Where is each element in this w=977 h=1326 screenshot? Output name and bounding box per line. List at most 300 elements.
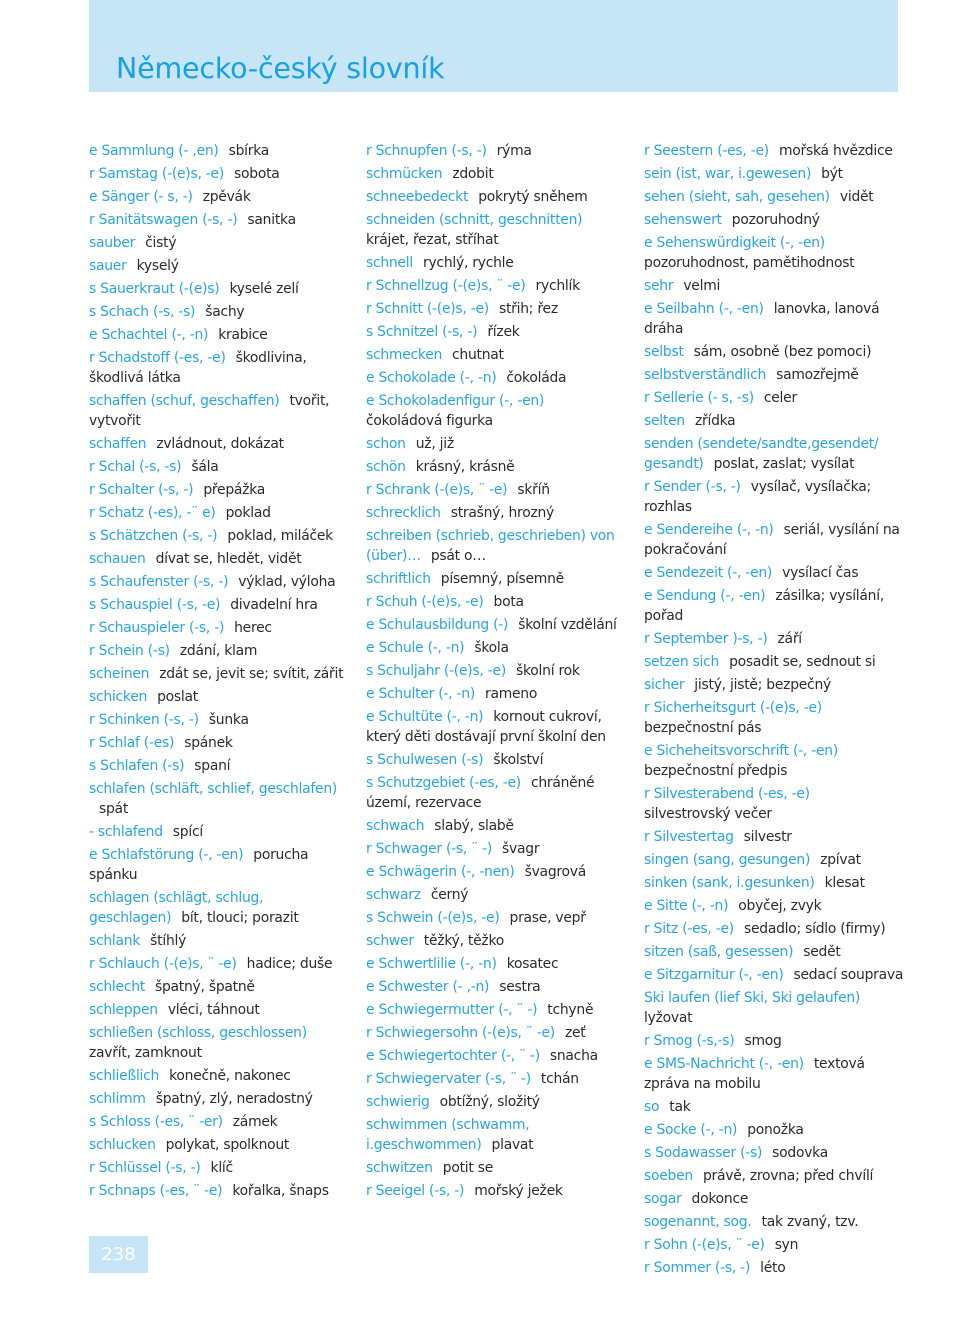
entry-headword: selbstverständlich [644,367,767,383]
entry-headword: r September )-s, -) [644,631,768,647]
entry-translation: už, již [415,436,454,452]
entry-translation: strašný, hrozný [450,505,555,521]
entry-translation: zdání, klam [179,643,258,659]
dictionary-entry [644,1143,906,1163]
dictionary-entry [366,299,628,319]
entry-headword: schon [366,436,406,452]
entry-headword: schließen (schloss, geschlossen) [89,1025,307,1041]
dictionary-entry [366,954,628,974]
entry-translation: výklad, výloha [238,574,336,590]
entry-translation: šunka [208,712,249,728]
entry-translation: sedací souprava [793,967,904,983]
dictionary-entry [89,595,347,615]
dictionary-entry [89,756,347,776]
entry-translation: švagrová [524,864,587,880]
entry-translation: čistý [145,235,177,251]
dictionary-entry [366,1115,628,1155]
entry-headword: e Schwiegermutter (-, ¨ -) [366,1002,538,1018]
dictionary-entry [366,684,628,704]
dictionary-entry [644,919,906,939]
entry-headword: e Sendereihe (-, -n) [644,522,774,538]
entry-headword: schlafen (schläft, schlief, geschlafen) [89,781,338,797]
dictionary-entry [89,1112,347,1132]
entry-translation: slabý, slabě [434,818,514,834]
dictionary-entry [89,302,347,322]
dictionary-entry [89,1023,347,1063]
dictionary-entry [366,592,628,612]
entry-translation: školní vzdělání [518,617,617,633]
entry-translation: zpívat [820,852,861,868]
dictionary-entry [89,977,347,997]
entry-headword: r Schalter (-s, -) [89,482,194,498]
dictionary-entry [366,977,628,997]
entry-translation: dokonce [691,1191,749,1207]
entry-headword: e Schultüte (-, -n) [366,709,484,725]
entry-translation: bezpečnostní pás [644,720,762,736]
entry-translation: tak [669,1099,691,1115]
entry-translation: spaní [194,758,231,774]
dictionary-entry [366,480,628,500]
entry-headword: r Schnitt (-(e)s, -e) [366,301,489,317]
entry-translation: zásilka; vysílání, pořad [644,588,884,624]
dictionary-entry [644,652,906,672]
entry-headword: schlank [89,933,141,949]
entry-translation: lyžovat [644,1010,693,1026]
entry-headword: selten [644,413,685,429]
entry-headword: sitzen (saß, gesessen) [644,944,794,960]
dictionary-entry [366,1158,628,1178]
entry-headword: r Sellerie (- s, -s) [644,390,754,406]
entry-translation: rychlík [535,278,580,294]
dictionary-entry [89,457,347,477]
entry-translation: sanitka [247,212,296,228]
entry-headword: r Schadstoff (-es, -e) [89,350,226,366]
entry-translation: sobota [234,166,280,182]
entry-headword: schmecken [366,347,443,363]
dictionary-entry [644,629,906,649]
dictionary-entry [89,888,347,928]
entry-headword: r Schatz (-es), -¨ e) [89,505,216,521]
entry-translation: těžký, těžko [423,933,505,949]
entry-translation: pozoruhodnost, pamětihodnost [644,255,855,271]
dictionary-column-3 [644,141,906,1281]
dictionary-entry [89,845,347,885]
entry-translation: tvořit, vytvořit [89,393,330,429]
page-title: Německo-český slovník [116,52,445,85]
entry-translation: kosatec [506,956,559,972]
dictionary-entry [366,1092,628,1112]
dictionary-entry [89,325,347,345]
dictionary-entry [644,434,906,474]
dictionary-entry [366,276,628,296]
entry-headword: s Schutzgebiet (-es, -e) [366,775,521,791]
entry-headword: e Seilbahn (-, -en) [644,301,764,317]
entry-headword: s Sodawasser (-s) [644,1145,763,1161]
entry-headword: schneebedeckt [366,189,469,205]
entry-headword: schaffen [89,436,147,452]
dictionary-entry [366,391,628,431]
dictionary-entry [89,664,347,684]
entry-headword: s Schauspiel (-s, -e) [89,597,221,613]
dictionary-entry [89,931,347,951]
entry-headword: schlucken [89,1137,156,1153]
entry-translation: střih; řez [498,301,558,317]
dictionary-entry [644,1054,906,1094]
entry-headword: r Sommer (-s, -) [644,1260,751,1276]
entry-translation: vléci, táhnout [167,1002,260,1018]
entry-translation: zavřít, zamknout [89,1045,202,1061]
entry-translation: polykat, spolknout [165,1137,290,1153]
entry-translation: snacha [549,1048,598,1064]
entry-translation: potit se [442,1160,494,1176]
entry-translation: bít, tlouci; porazit [181,910,299,926]
entry-headword: r Sohn (-(e)s, ¨ -e) [644,1237,765,1253]
entry-headword: r Schwiegervater (-s, ¨ -) [366,1071,531,1087]
entry-headword: sehen (sieht, sah, gesehen) [644,189,830,205]
dictionary-entry [644,477,906,517]
entry-headword: r Schnellzug (-(e)s, ¨ -e) [366,278,526,294]
entry-headword: schlecht [89,979,145,995]
entry-translation: hadice; duše [246,956,333,972]
entry-translation: řízek [487,324,520,340]
dictionary-entry [366,503,628,523]
dictionary-entry [366,885,628,905]
entry-translation: porucha spánku [89,847,309,883]
entry-headword: e Schulter (-, -n) [366,686,475,702]
entry-headword: s Schwein (-(e)s, -e) [366,910,500,926]
entry-translation: kyselé zelí [229,281,299,297]
entry-headword: e Schokoladenfigur (-, -en) [366,393,545,409]
dictionary-entry [366,141,628,161]
entry-translation: kyselý [136,258,179,274]
entry-headword: r Schnaps (-es, ¨ -e) [89,1183,223,1199]
dictionary-entry [644,388,906,408]
dictionary-entry [644,850,906,870]
entry-headword: selbst [644,344,684,360]
entry-headword: r Schlauch (-(e)s, ¨ -e) [89,956,237,972]
dictionary-entry [644,276,906,296]
entry-translation: zřídka [694,413,736,429]
entry-headword: r Schnupfen (-s, -) [366,143,487,159]
entry-headword: s Schuljahr (-(e)s, -e) [366,663,506,679]
entry-headword: schleppen [89,1002,158,1018]
entry-headword: r Seestern (-es, -e) [644,143,769,159]
entry-translation: být [821,166,843,182]
entry-headword: sauer [89,258,127,274]
dictionary-entry [89,503,347,523]
dictionary-entry [366,862,628,882]
entry-translation: silvestrovský večer [644,806,772,822]
dictionary-entry [366,1069,628,1089]
entry-headword: schwarz [366,887,421,903]
entry-translation: spící [172,824,203,840]
entry-headword: sogenannt, sog. [644,1214,752,1230]
entry-translation: sestra [499,979,541,995]
entry-headword: sehenswert [644,212,722,228]
entry-translation: poklad, miláček [227,528,333,544]
entry-headword: e Sänger (- s, -) [89,189,193,205]
dictionary-entry [366,931,628,951]
entry-headword: senden (sendete/sandte,gesendet/ gesandt) [644,436,879,472]
dictionary-entry [644,299,906,339]
entry-translation: klíč [210,1160,233,1176]
dictionary-entry [366,750,628,770]
entry-translation: rameno [485,686,538,702]
dictionary-entry [366,164,628,184]
dictionary-entry [89,954,347,974]
entry-headword: r Samstag (-(e)s, -e) [89,166,225,182]
entry-headword: r Smog (-s,-s) [644,1033,735,1049]
entry-translation: šachy [205,304,245,320]
entry-headword: soeben [644,1168,693,1184]
entry-headword: sein (ist, war, i.gewesen) [644,166,812,182]
entry-headword: schlagen (schlägt, schlug, geschlagen) [89,890,264,926]
dictionary-entry [89,822,347,842]
entry-headword: schließlich [89,1068,160,1084]
entry-translation: prase, vepř [509,910,586,926]
entry-translation: dívat se, hledět, vidět [155,551,302,567]
entry-headword: e Schokolade (-, -n) [366,370,497,386]
dictionary-entry [644,563,906,583]
dictionary-entry [366,707,628,747]
entry-headword: schwer [366,933,414,949]
dictionary-entry [89,348,347,388]
dictionary-entry [644,1120,906,1140]
dictionary-entry [366,661,628,681]
entry-translation: tchyně [547,1002,594,1018]
dictionary-entry [366,434,628,454]
entry-translation: zdobit [452,166,494,182]
entry-headword: r Schein (-s) [89,643,170,659]
dictionary-entry [644,1258,906,1278]
entry-translation: rýma [496,143,532,159]
entry-headword: s Schätzchen (-s, -) [89,528,218,544]
dictionary-entry [89,1000,347,1020]
entry-translation: krásný, krásně [415,459,515,475]
dictionary-entry [366,187,628,207]
entry-headword: s Schulwesen (-s) [366,752,484,768]
entry-headword: e Schule (-, -n) [366,640,465,656]
dictionary-column-2 [366,141,628,1204]
dictionary-entry [89,526,347,546]
entry-translation: vysílací čas [782,565,859,581]
entry-translation: seriál, vysílání na pokračování [644,522,900,558]
entry-headword: scheinen [89,666,150,682]
entry-headword: s Schlafen (-s) [89,758,185,774]
entry-headword: e Sendung (-, -en) [644,588,766,604]
dictionary-entry [644,233,906,273]
entry-translation: skříň [517,482,550,498]
entry-headword: r Sicherheitsgurt (-(e)s, -e) [644,700,822,716]
entry-translation: sodovka [772,1145,828,1161]
dictionary-entry [366,908,628,928]
entry-headword: e Sitte (-, -n) [644,898,729,914]
entry-translation: sám, osobně (bez pomoci) [693,344,872,360]
entry-headword: r Seeigel (-s, -) [366,1183,465,1199]
dictionary-entry [89,233,347,253]
entry-translation: štíhlý [150,933,187,949]
dictionary-entry [89,1089,347,1109]
entry-translation: čokoládová figurka [366,413,493,429]
entry-translation: škola [474,640,509,656]
dictionary-entry [644,187,906,207]
dictionary-entry [366,638,628,658]
entry-translation: lanovka, lanová dráha [644,301,880,337]
entry-headword: e Schlafstörung (-, -en) [89,847,244,863]
entry-translation: čokoláda [506,370,567,386]
entry-translation: zdát se, jevit se; svítit, zářit [159,666,344,682]
dictionary-entry [644,342,906,362]
dictionary-entry [89,733,347,753]
entry-translation: spánek [184,735,233,751]
entry-translation: herec [234,620,272,636]
entry-translation: zvládnout, dokázat [156,436,284,452]
dictionary-entry [644,1189,906,1209]
entry-translation: kořalka, šnaps [232,1183,329,1199]
dictionary-entry [366,253,628,273]
entry-headword: r Schauspieler (-s, -) [89,620,225,636]
entry-translation: pozoruhodný [731,212,820,228]
entry-translation: samozřejmě [776,367,859,383]
entry-headword: schauen [89,551,146,567]
dictionary-entry [644,141,906,161]
entry-headword: setzen sich [644,654,720,670]
dictionary-entry [89,710,347,730]
dictionary-entry [644,164,906,184]
entry-headword: r Sender (-s, -) [644,479,741,495]
entry-headword: r Schal (-s, -s) [89,459,182,475]
entry-translation: vysílač, vysílačka; rozhlas [644,479,871,515]
dictionary-entry [366,345,628,365]
entry-headword: schwierig [366,1094,430,1110]
entry-translation: obtížný, složitý [439,1094,540,1110]
entry-headword: - schlafend [89,824,163,840]
entry-headword: r Schlüssel (-s, -) [89,1160,201,1176]
dictionary-entry [644,698,906,738]
entry-headword: r Silvesterabend (-es, -e) [644,786,810,802]
entry-translation: posadit se, sednout si [729,654,876,670]
dictionary-entry [366,816,628,836]
entry-translation: klesat [824,875,865,891]
entry-headword: schwach [366,818,425,834]
dictionary-entry [644,873,906,893]
dictionary-entry [366,526,628,566]
dictionary-entry [89,1135,347,1155]
entry-headword: singen (sang, gesungen) [644,852,811,868]
entry-translation: léto [760,1260,786,1276]
dictionary-entry [366,773,628,813]
dictionary-entry [644,520,906,560]
entry-headword: schicken [89,689,148,705]
dictionary-entry [89,549,347,569]
entry-translation: zeť [564,1025,586,1041]
entry-headword: r Schinken (-s, -) [89,712,199,728]
entry-headword: r Silvestertag [644,829,734,845]
dictionary-entry [89,641,347,661]
dictionary-entry [644,411,906,431]
dictionary-entry [366,1023,628,1043]
entry-translation: švagr [502,841,540,857]
entry-headword: sauber [89,235,136,251]
entry-headword: e Schwiegertochter (-, ¨ -) [366,1048,540,1064]
entry-translation: krabice [218,327,268,343]
dictionary-entry [366,322,628,342]
dictionary-entry [644,210,906,230]
entry-headword: schriftlich [366,571,431,587]
entry-headword: r Sitz (-es, -e) [644,921,734,937]
dictionary-entry [366,1000,628,1020]
dictionary-entry [89,256,347,276]
entry-translation: divadelní hra [230,597,318,613]
dictionary-entry [644,965,906,985]
entry-translation: špatný, zlý, neradostný [155,1091,313,1107]
entry-translation: zámek [232,1114,278,1130]
entry-translation: sbírka [228,143,270,159]
dictionary-entry [89,391,347,431]
dictionary-entry [89,480,347,500]
entry-translation: celer [763,390,797,406]
entry-translation: školství [493,752,544,768]
dictionary-entry [89,687,347,707]
entry-headword: e Schachtel (-, -n) [89,327,209,343]
dictionary-entry [89,1066,347,1086]
entry-headword: sinken (sank, i.gesunken) [644,875,815,891]
dictionary-entry [366,368,628,388]
entry-translation: zpěvák [202,189,251,205]
dictionary-entry [89,141,347,161]
entry-headword: schrecklich [366,505,441,521]
entry-translation: chráněné území, rezervace [366,775,595,811]
entry-headword: e Sicheheitsvorschrift (-, -en) [644,743,838,759]
dictionary-entry [89,572,347,592]
dictionary-entry [89,164,347,184]
entry-translation: sedadlo; sídlo (firmy) [743,921,886,937]
entry-translation: syn [774,1237,799,1253]
dictionary-entry [366,615,628,635]
dictionary-entry [366,1181,628,1201]
dictionary-entry [366,457,628,477]
entry-translation: obyčej, zvyk [738,898,822,914]
dictionary-entry [644,1031,906,1051]
entry-headword: e Schulausbildung (-) [366,617,509,633]
entry-translation: právě, zrovna; před chvílí [702,1168,874,1184]
entry-translation: tchán [540,1071,579,1087]
page-number: 238 [89,1236,148,1273]
entry-headword: e SMS-Nachricht (-, -en) [644,1056,804,1072]
entry-translation: černý [430,887,469,903]
entry-headword: s Schnitzel (-s, -) [366,324,478,340]
dictionary-entry [644,1235,906,1255]
entry-headword: e Socke (-, -n) [644,1122,738,1138]
dictionary-entry [89,210,347,230]
entry-translation: škodlivina, škodlivá látka [89,350,307,386]
dictionary-entry [89,434,347,454]
dictionary-entry [366,1046,628,1066]
dictionary-entry [366,210,628,250]
entry-translation: silvestr [743,829,792,845]
entry-translation: kornout cukroví, který děti dostávají první školní den [366,709,606,745]
dictionary-entry [644,675,906,695]
entry-translation: poslat, zaslat; vysílat [713,456,855,472]
entry-translation: písemný, písemně [440,571,564,587]
entry-headword: Ski laufen (lief Ski, Ski gelaufen) [644,990,861,1006]
entry-translation: plavat [491,1137,534,1153]
entry-translation: mořská hvězdice [778,143,893,159]
dictionary-entry [366,839,628,859]
entry-headword: r Schlaf (-es) [89,735,175,751]
dictionary-entry [89,618,347,638]
dictionary-entry [89,779,347,819]
